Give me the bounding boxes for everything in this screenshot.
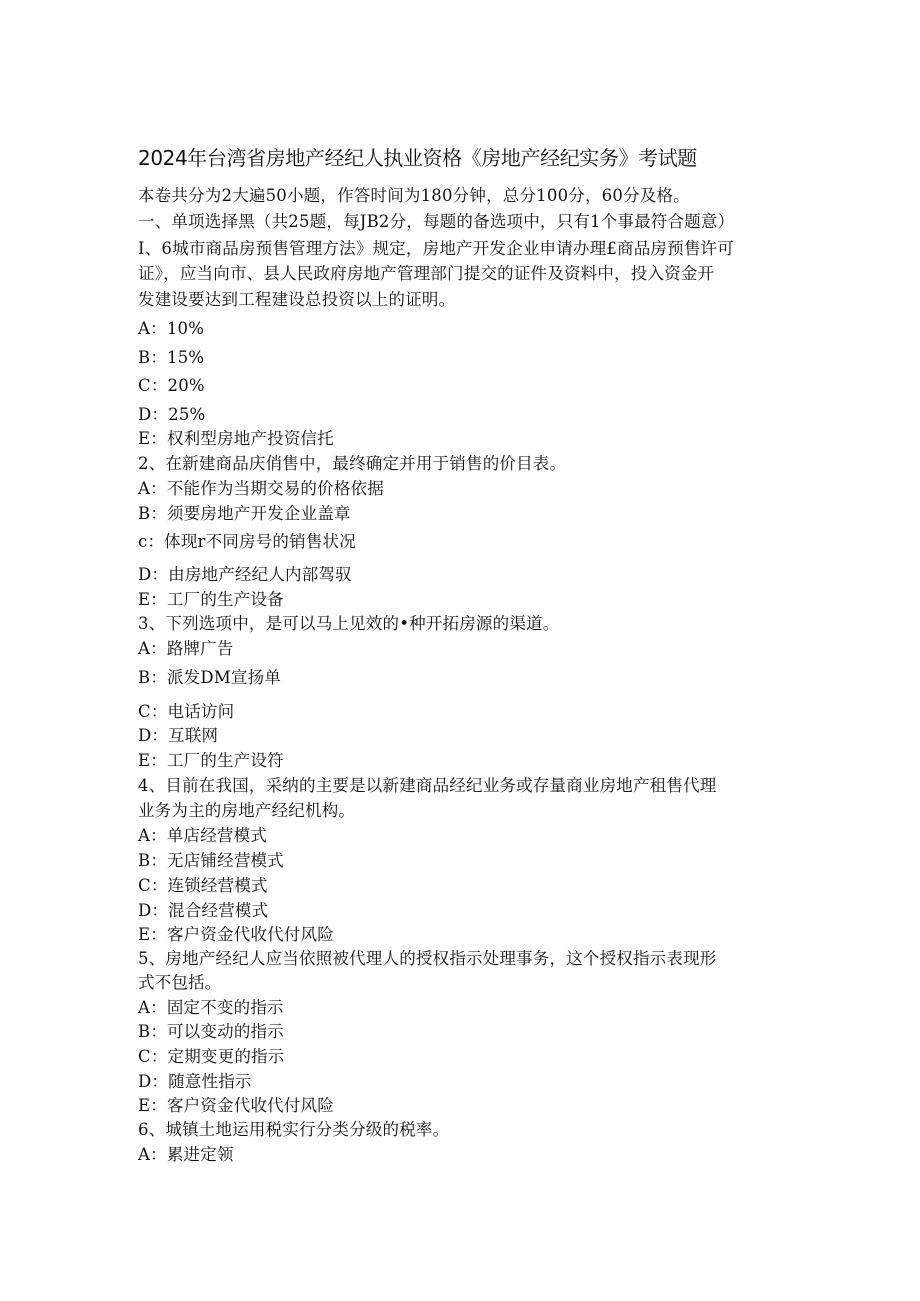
question-4-option-a: A：单店经营模式 [138,826,268,845]
page-title: 2024年台湾省房地产经纪人执业资格《房地产经纪实务》考试题 [138,146,697,170]
question-5-option-b: B：可以变动的指示 [138,1022,284,1041]
question-1-option-d: D：25% [138,405,206,424]
question-4-option-c: C：连锁经营模式 [138,876,268,895]
question-5-option-a: A：固定不变的指示 [138,998,284,1017]
question-1-text: 证》，应当向市、县人民政府房地产管理部门提交的证件及资料中，投入资金开 [138,264,715,283]
question-5-text: 5、房地产经纪人应当依照被代理人的授权指示处理事务，这个授权指示表现形 [138,949,717,968]
question-1-text: I、6城市商品房预售管理方法》规定，房地产开发企业申请办理£商品房预售许可 [138,239,734,258]
question-3-option-a: A：路牌广告 [138,639,234,658]
question-4-option-d: D：混合经营模式 [138,901,269,920]
question-4-option-e: E：客户资金代收代付风险 [138,925,334,944]
question-1-option-c: C：20% [138,376,205,395]
section-heading: 一、单项选择黑（共25题，每JB2分，每题的备选项中，只有1个事最符合题意） [138,212,735,231]
question-1-option-a: A：10% [138,319,205,338]
question-1-option-b: B：15% [138,348,205,367]
question-2-text: 2、在新建商品庆俏售中，最终确定并用于销售的价目表。 [138,454,567,473]
question-4-text: 业务为主的房地产经纪机构。 [138,801,356,820]
question-6-option-a: A：累进定领 [138,1145,234,1164]
question-4-text: 4、目前在我国，采纳的主要是以新建商品经纪业务或存量商业房地产租售代理 [138,776,717,795]
question-1-text: 发建设要达到工程建设总投资以上的证明。 [138,290,456,309]
question-2-option-c: c：体现r不同房号的销售状况 [138,532,356,551]
question-3-text: 3、下列选项中，是可以马上见效的•种开拓房源的渠道。 [138,614,560,633]
question-3-option-d: D：互联网 [138,726,219,745]
question-3-option-e: E：工厂的生产设符 [138,751,284,770]
question-5-text: 式不包括。 [138,973,222,992]
question-2-option-b: B：须要房地产开发企业盖章 [138,504,351,523]
question-2-option-e: E：工厂的生产设备 [138,590,284,609]
question-2-option-a: A：不能作为当期交易的价格依据 [138,479,384,498]
question-3-option-b: B：派发DM宣扬单 [138,668,282,687]
exam-intro: 本卷共分为2大遍50小题，作答时间为180分钟，总分100分，60分及格。 [138,186,690,205]
question-3-option-c: C：电话访问 [138,702,235,721]
question-5-option-d: D：随意性指示 [138,1072,252,1091]
question-6-text: 6、城镇土地运用税实行分类分级的税率。 [138,1120,450,1139]
question-5-option-c: C：定期变更的指示 [138,1047,285,1066]
question-5-option-e: E：客户资金代收代付风险 [138,1096,334,1115]
question-1-option-e: E：权利型房地产投资信托 [138,429,334,448]
question-2-option-d: D：由房地产经纪人内部驾驭 [138,565,352,584]
question-4-option-b: B：无店铺经营模式 [138,851,284,870]
